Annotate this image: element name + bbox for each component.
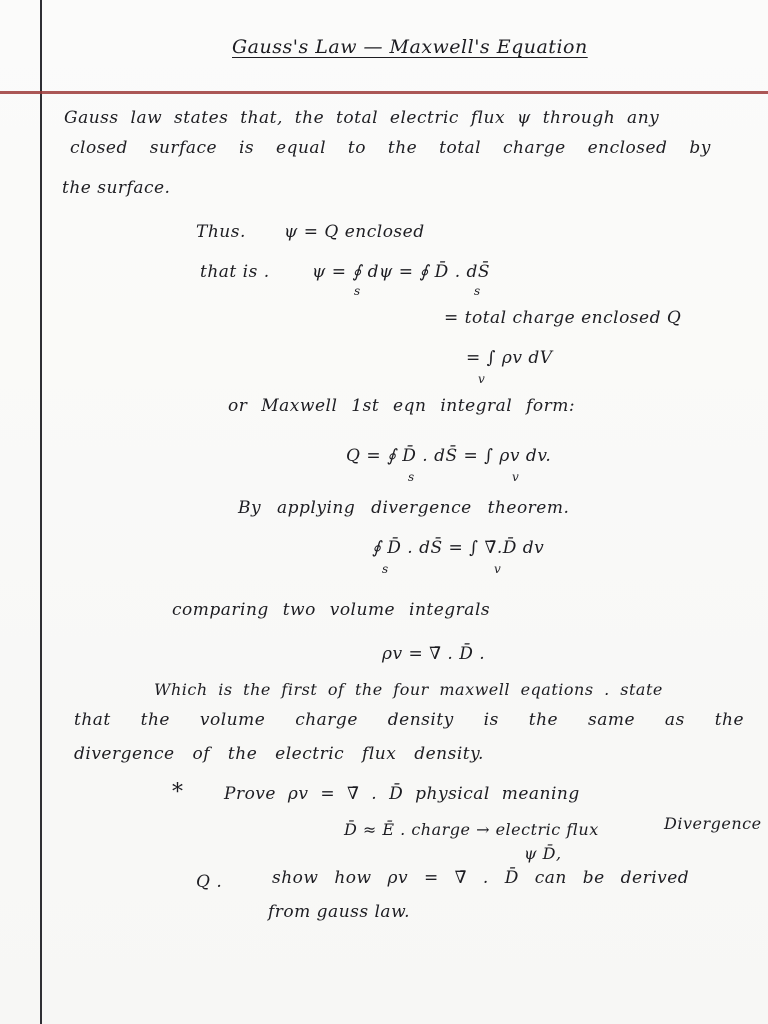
line-definition-3: the surface.	[62, 178, 171, 198]
subscript-v-3: v	[494, 562, 502, 576]
question-label: Q .	[196, 872, 223, 892]
equation-volume-charge: = ∫ ρv dV	[466, 348, 553, 368]
line-definition-2: closed surface is equal to the total charge enclosed by	[70, 138, 711, 158]
subscript-s-2: s	[474, 284, 481, 298]
line-d-approx: D̄ ≈ Ē . charge → electric flux	[344, 820, 599, 839]
header-rule	[0, 91, 768, 94]
line-psi-d: ψ D̄,	[524, 844, 562, 863]
equation-flux-integral: ψ = ∮ dψ = ∮ D̄ . dS̄	[312, 262, 491, 282]
star-bullet: *	[172, 780, 184, 805]
label-that-is: that is .	[200, 262, 270, 282]
line-which-3: divergence of the electric flux density.	[74, 744, 484, 764]
page-title: Gauss's Law — Maxwell's Equation	[232, 36, 588, 58]
line-definition-1: Gauss law states that, the total electric flux ψ through any	[64, 108, 660, 128]
line-total-charge: = total charge enclosed Q	[444, 308, 682, 328]
equation-rho-divergence: ρv = ∇̄ . D̄ .	[382, 644, 486, 664]
line-maxwell-first: or Maxwell 1st eqn integral form:	[228, 396, 576, 416]
equation-psi-q: ψ = Q enclosed	[284, 222, 425, 242]
line-which-2: that the volume charge density is the same as the	[74, 710, 745, 730]
subscript-s-1: s	[354, 284, 361, 298]
label-thus: Thus.	[196, 222, 246, 242]
line-show-how: show how ρv = ∇̄ . D̄ can be derived	[272, 868, 690, 888]
margin-line	[40, 0, 42, 1024]
line-by-applying: By applying divergence theorem.	[238, 498, 570, 518]
subscript-v-1: v	[478, 372, 486, 386]
line-which-1: Which is the first of the four maxwell eqations . state	[154, 680, 663, 699]
line-from-gauss: from gauss law.	[268, 902, 411, 922]
equation-q-integral: Q = ∮ D̄ . dS̄ = ∫ ρv dv.	[346, 446, 552, 466]
equation-divergence-theorem: ∮ D̄ . dS̄ = ∫ ∇̄.D̄ dv	[372, 538, 545, 558]
line-prove: Prove ρv = ∇̄ . D̄ physical meaning	[224, 784, 580, 804]
subscript-s-4: s	[382, 562, 389, 576]
line-comparing: comparing two volume integrals	[172, 600, 491, 620]
subscript-s-3: s	[408, 470, 415, 484]
word-divergence: Divergence	[664, 814, 762, 833]
subscript-v-2: v	[512, 470, 520, 484]
